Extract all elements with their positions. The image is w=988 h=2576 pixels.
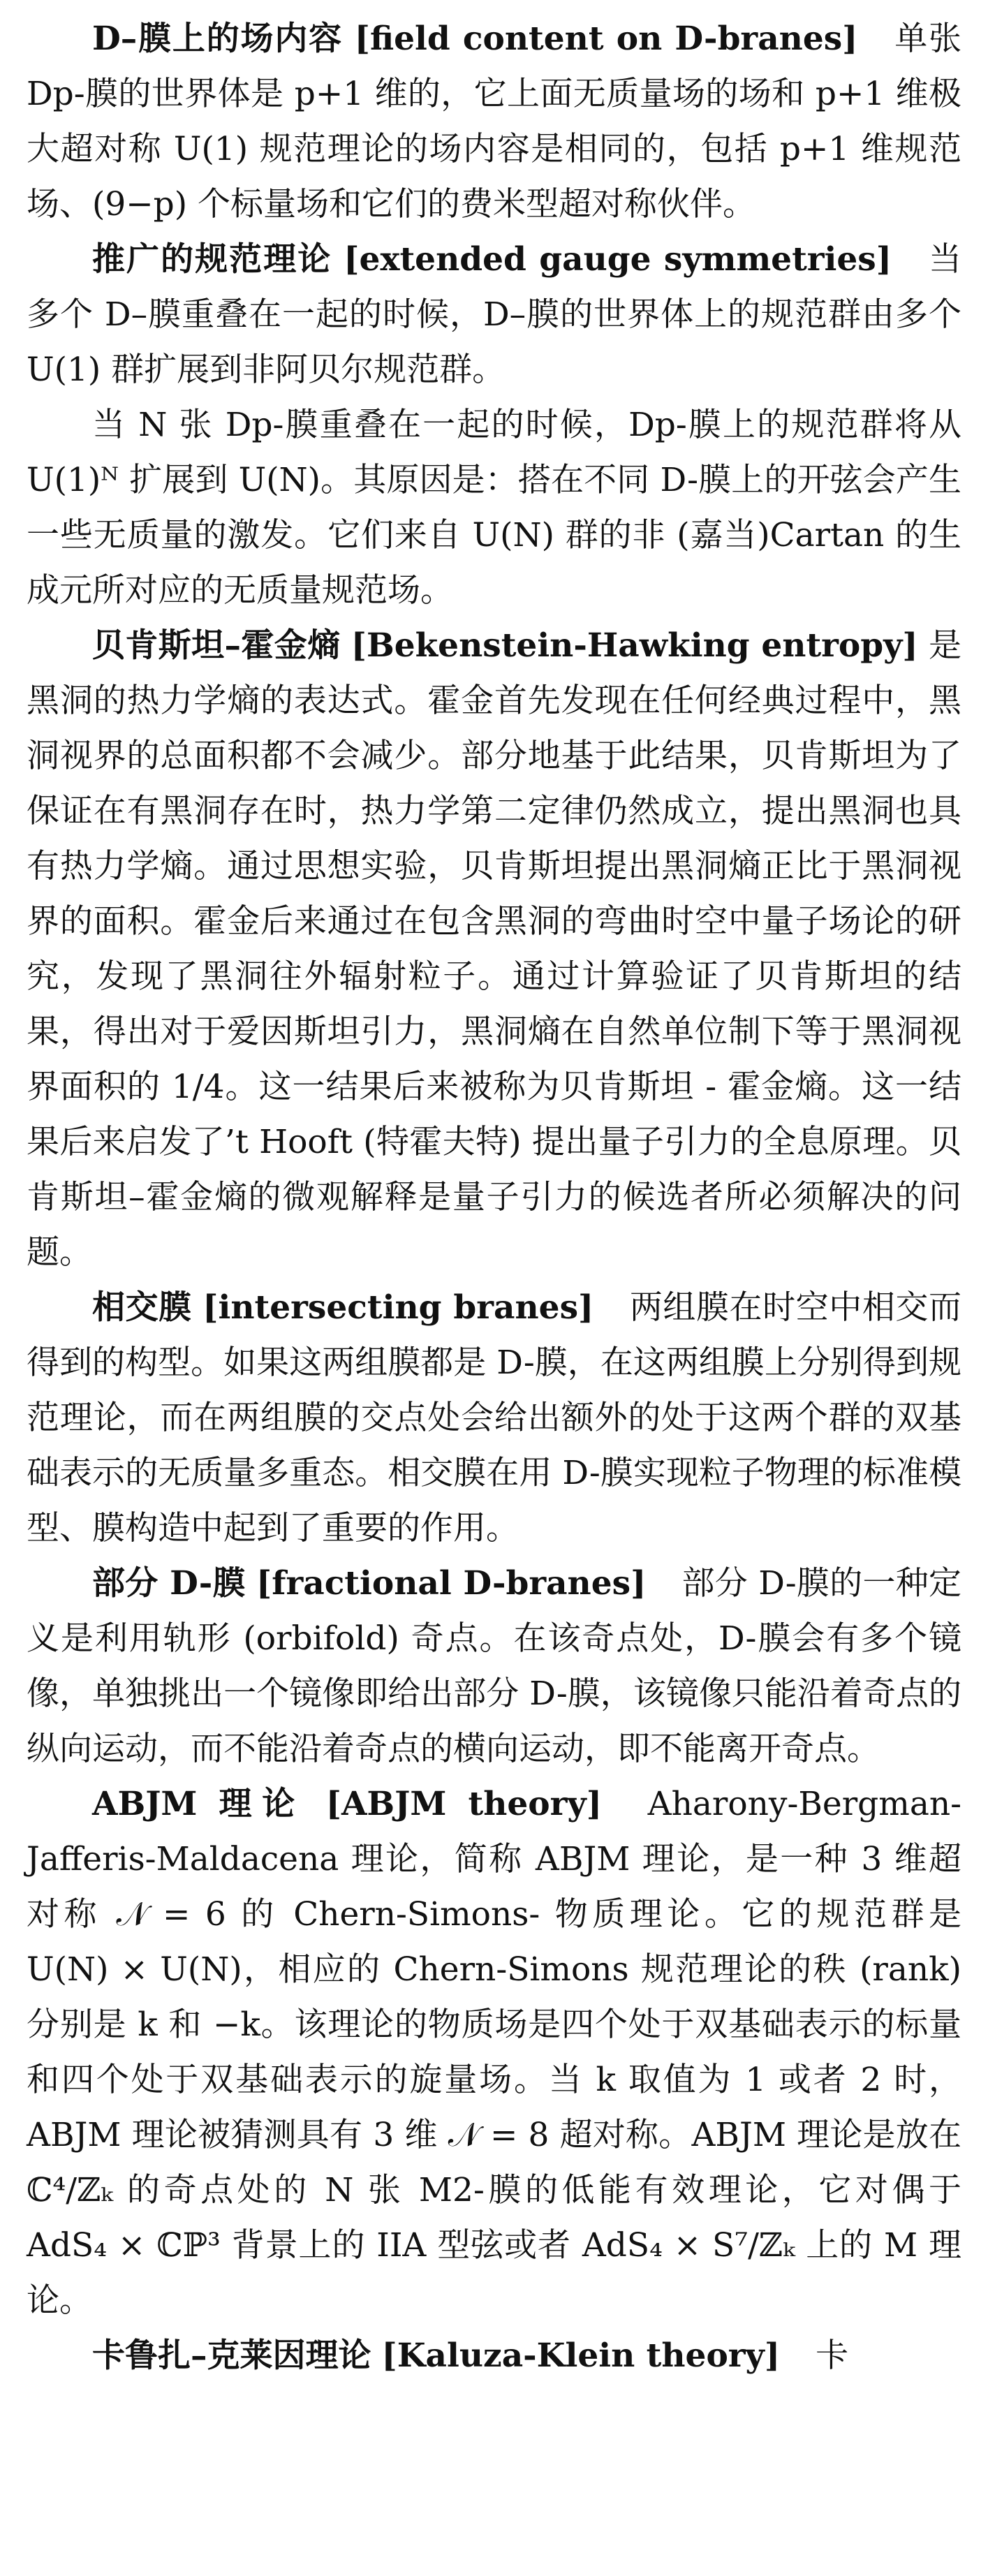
entry-field-content [27, 11, 961, 232]
entry-english-term: [ABJM theory] [325, 1785, 602, 1823]
entry-english-term: [Bekenstein-Hawking entropy] [351, 626, 918, 665]
entry-intersecting-branes [27, 1280, 961, 1556]
entry-body: 卡 [816, 2336, 849, 2375]
entry-extended-gauge [27, 232, 961, 397]
entry-body: 部分 D-膜的一种定义是利用轨形 (orbifold) 奇点。在该奇点处，D-膜会有多个镜像，单独挑出一个镜像即给出部分 D-膜，该镜像只能沿着奇点的纵向运动，而不能沿着奇点的横向运动，即不能离开奇点。 [27, 1564, 961, 1768]
entry-body: Aharony-Bergman-Jafferis-Maldacena 理论，简称 ABJM 理论，是一种 3 维超对称 𝒩 = 6 的 Chern-Simons- 物质理论。它的规范群是 U(N) × U(N)，相应的 Chern-Simons 规范理论的秩 (rank) 分别是 k 和 −k。该理论的物质场是四个处于双基础表示的标量和四个处于双基础表示的旋量场。当 k 取值为 1 或者 2 时，ABJM 理论被猜测具有 3 维 𝒩 = 8 超对称。ABJM 理论是放在 ℂ⁴/ℤₖ 的奇点处的 N 张 M2-膜的低能有效理论，它对偶于 AdS₄ × ℂℙ³ 背景上的 IIA 型弦或者 AdS₄ × S⁷/ℤₖ 上的 M 理论。 [27, 1785, 961, 2320]
entry-term: 推广的规范理论 [92, 240, 332, 279]
entry-kaluza-klein [27, 2328, 961, 2383]
entry-term: 卡鲁扎–克莱因理论 [92, 2336, 371, 2375]
entry-english-term: [field content on D-branes] [354, 20, 858, 58]
entry-english-term: [intersecting branes] [202, 1288, 594, 1327]
entry-body: 是黑洞的热力学熵的表达式。霍金首先发现在任何经典过程中，黑洞视界的总面积都不会减少。部分地基于此结果，贝肯斯坦为了保证在有黑洞存在时，热力学第二定律仍然成立，提出黑洞也具有热力学熵。通过思想实验，贝肯斯坦提出黑洞熵正比于黑洞视界的面积。霍金后来通过在包含黑洞的弯曲时空中量子场论的研究，发现了黑洞往外辐射粒子。通过计算验证了贝肯斯坦的结果，得出对于爱因斯坦引力，黑洞熵在自然单位制下等于黑洞视界面积的 1/4。这一结果后来被称为贝肯斯坦 - 霍金熵。这一结果后来启发了’t Hooft (特霍夫特) 提出量子引力的全息原理。贝肯斯坦–霍金熵的微观解释是量子引力的候选者所必须解决的问题。 [27, 626, 961, 1272]
entry-english-term: [extended gauge symmetries] [344, 240, 892, 279]
entry-body: 两组膜在时空中相交而得到的构型。如果这两组膜都是 D-膜，在这两组膜上分别得到规范理论，而在两组膜的交点处会给出额外的处于这两个群的双基础表示的无质量多重态。相交膜在用 D-膜实现粒子物理的标准模型、膜构造中起到了重要的作用。 [27, 1288, 962, 1547]
entry-body: 单张 Dp-膜的世界体是 p+1 维的，它上面无质量场的场和 p+1 维极大超对称 U(1) 规范理论的场内容是相同的，包括 p+1 维规范场、(9−p) 个标量场和它们的费米型超对称伙伴。 [27, 20, 961, 223]
entry-term: 相交膜 [92, 1288, 192, 1327]
entry-abjm-theory [27, 1776, 961, 2328]
entry-term: D–膜上的场内容 [92, 20, 343, 58]
entry-fractional-d-branes [27, 1556, 961, 1776]
entry-english-term: [Kaluza-Klein theory] [381, 2336, 781, 2375]
entry-bekenstein-hawking [27, 618, 961, 1280]
entry-body-paragraph: 当 N 张 Dp-膜重叠在一起的时候，Dp-膜上的规范群将从 U(1)ᴺ 扩展到 U(N)。其原因是：搭在不同 D-膜上的开弦会产生一些无质量的激发。它们来自 U(N) 群的非 (嘉当)Cartan 的生成元所对应的无质量规范场。 [27, 406, 961, 610]
entry-term: ABJM 理论 [92, 1785, 306, 1823]
entry-english-term: [fractional D-branes] [256, 1564, 647, 1603]
entry-term: 贝肯斯坦–霍金熵 [92, 626, 341, 665]
entry-term: 部分 D-膜 [92, 1564, 246, 1603]
entry-body: 当多个 D–膜重叠在一起的时候，D–膜的世界体上的规范群由多个 U(1) 群扩展到非阿贝尔规范群。 [27, 240, 961, 389]
